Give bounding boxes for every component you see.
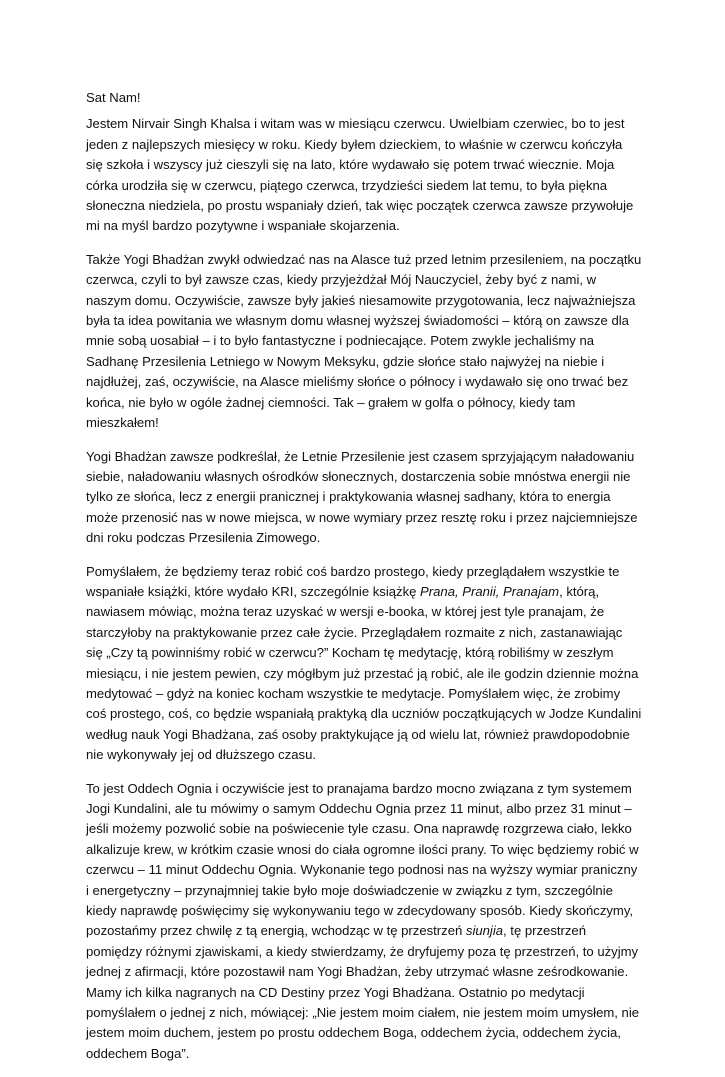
paragraph-text: Pomyślałem, że będziemy teraz robić coś bardzo prostego, kiedy przeglądałem wszystkie te wspaniałe książki, które wydało KRI, szczególnie książkę (86, 563, 620, 599)
paragraph-text: , tę przestrzeń pomiędzy różnymi zjawiskami, a kiedy stwierdzamy, że dryfujemy poza tę przestrzeń, to użyjmy jednej z afirmacji, które pozostawił nam Yogi Bhadżan, żeby utrzymać własne ześrodkowanie. Mamy ich kilka nagranych na CD Destiny przez Yogi Bhadżana. Ostatnio po medytacji pomyślałem o jednej z nich, mówiącej: „Nie jestem moim ciałem, nie jestem moim umysłem, nie jestem moim duchem, jestem po prostu oddechem Boga, oddechem życia, oddechem życia, oddechem Boga”. (86, 923, 640, 1061)
paragraph-3 (86, 447, 642, 549)
paragraph-text: , którą, nawiasem mówiąc, można teraz uzyskać w wersji e-booka, w której jest tyle pranajam, że starczyłoby na praktykowanie przez całe życie. Przeglądałem rozmaite z nich, zastanawiając się „Czy tą powinniśmy robić w czerwcu?” Kocham tę medytację, którą robiliśmy w zeszłym miesiącu, i nie jestem pewien, czy mógłbym już przestać ją robić, ale ile godzin dziennie można medytować – gdyż na koniec kocham wszystkie te medytacje. Pomyślałem więc, że zrobimy coś prostego, coś, co będzie wspaniałą praktyką dla uczniów początkujących w Jodze Kundalini według nauk Yogi Bhadżana, zaś osoby praktykujące ją od wielu lat, również prawdopodobnie nie wykonywały jej od dłuższego czasu. (86, 583, 642, 763)
paragraph-text: Yogi Bhadżan zawsze podkreślał, że Letnie Przesilenie jest czasem sprzyjającym naładowaniu siebie, naładowaniu własnych ośrodków słonecznych, dostarczenia sobie mnóstwa energii nie tylko ze słońca, lecz z energii pranicznej i praktykowania własnej sadhany, która to energia może przenosić nas w nowe miejsca, w nowe wymiary przez resztę roku i przez najciemniejsze dni roku podczas Przesilenia Zimowego. (86, 448, 638, 546)
paragraph-text: To jest Oddech Ognia i oczywiście jest to pranajama bardzo mocno związana z tym systemem Jogi Kundalini, ale tu mówimy o samym Oddechu Ognia przez 11 minut, albo przez 31 minut – jeśli możemy pozwolić sobie na poświecenie tyle czasu. Ona naprawdę rozgrzewa ciało, lekko alkalizuje krew, w krótkim czasie wnosi do ciała ogromne ilości prany. To więc będziemy robić w czerwcu – 11 minut Oddechu Ognia. Wykonanie tego podnosi nas na wyższy wymiar praniczny i energetyczny – przynajmniej takie było moje doświadczenie w związku z tym, szczególnie kiedy naprawdę poświęcimy się wykonywaniu tego w zdecydowany sposób. Kiedy skończymy, pozostańmy przez chwilę z tą energią, wchodząc w tę przestrzeń (86, 780, 639, 939)
greeting: Sat Nam! (86, 90, 141, 105)
italic-term: siunjia (465, 923, 504, 939)
document-page (86, 88, 642, 1077)
book-title: Prana, Pranii, Pranajam (420, 583, 560, 599)
paragraph-1 (86, 114, 642, 236)
paragraph-4 (86, 562, 642, 766)
paragraph-text: Także Yogi Bhadżan zwykł odwiedzać nas na Alasce tuż przed letnim przesileniem, na początku czerwca, czyli to był zawsze czas, kiedy przyjeżdżał Mój Nauczyciel, żeby być z nami, w naszym domu. Oczywiście, zawsze były jakieś niesamowite przygotowania, lecz najważniejsza była ta idea powitania we własnym domu własnej wyższej świadomości – którą on zawsze dla mnie sobą uosabiał – i to było fantastyczne i podniecające. Potem zwykle jechaliśmy na Sadhanę Przesilenia Letniego w Nowym Meksyku, gdzie słońce stało najwyżej na niebie i najdłużej, zaś, oczywiście, na Alasce mieliśmy słońce o północy i wydawało się ono trwać bez końca, nie było w ogóle żadnej ciemności. Tak – grałem w golfa o północy, kiedy tam mieszkałem! (86, 251, 642, 431)
paragraph-text: Jestem Nirvair Singh Khalsa i witam was w miesiącu czerwcu. Uwielbiam czerwiec, bo to jest jeden z najlepszych miesięcy w roku. Kiedy byłem dzieckiem, to właśnie w czerwcu kończyła się szkoła i wszyscy już cieszyli się na lato, które wydawało się potem trwać wiecznie. Moja córka urodziła się w czerwcu, piątego czerwca, trzydzieści siedem lat temu, to była piękna słoneczna niedziela, po prostu wspaniały dzień, tak więc początek czerwca zawsze przywołuje mi na myśl bardzo pozytywne i wspaniałe skojarzenia. (86, 116, 634, 234)
paragraph-2 (86, 250, 642, 434)
paragraph-5 (86, 779, 642, 1065)
